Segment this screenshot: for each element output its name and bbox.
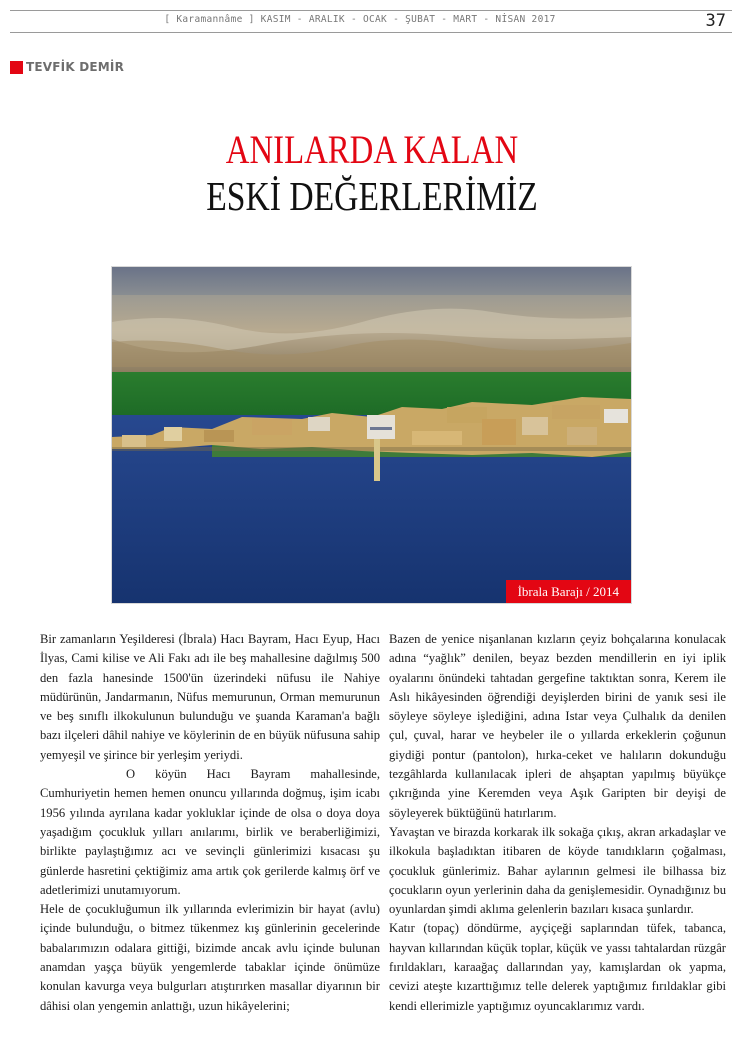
header-rule-top bbox=[10, 10, 732, 11]
body-paragraph: Katır (topaç) döndürme, ayçiçeği saplarından tüfek, tabanca, hayvan kıllarından küçük toplar, küçük ve yassı tahtalardan rüzgâr fırıldakları, karaağaç dallarından yay, kamışlardan ok yapma, cevizi ateşte kızarttığımız telle delerek yaptığımız fırıldaklar gibi kendi ellerimizle yaptığımız oyuncaklarımız vardı. bbox=[389, 921, 726, 1013]
body-column-right bbox=[389, 630, 726, 1016]
photo-minaret bbox=[374, 439, 380, 481]
running-head: [ Karamannâme ] KASIM - ARALIK - OCAK - ŞUBAT - MART - NİSAN 2017 bbox=[164, 14, 556, 25]
photo-sky bbox=[112, 267, 631, 297]
body-paragraph: Hele de çocukluğumun ilk yıllarında evlerimizin bir hayat (avlu) içinde bulunduğu, o bitmez tükenmez kış günlerinin gecelerinde babalarımızın odalara gittiği, bizimde ancak avlu içinde bulunan anamdan yaşça büyük yengemlerde tabaklar içinde önümüze konulan kavurga veya bulgurları atıştırırken masallar diyarının bir dâhisi olan yengemin anlattığı, uzun hikâyelerini; bbox=[40, 902, 380, 1013]
author-marker-square bbox=[10, 61, 23, 74]
author-name: TEVFİK DEMİR bbox=[26, 60, 125, 74]
body-paragraph: Bir zamanların Yeşilderesi (İbrala) Hacı Bayram, Hacı Eyup, Hacı İlyas, Cami kilise ve Ali Fakı adı ile beş mahallesine dağılmış 500 den fazla hanesinde 1500'ün üzerindeki nüfusu ile Nahiye müdürünün, Jandarmanın, Nüfus memurunun, Orman memurunun ve beş sınıflı ilkokulunun bulunduğu ve şuanda Karaman'a bağlı bazı ilçeleri dâhil nahiye ve köylerinin de en büyük nüfusuna sahip yemyeşil ve şirince bir yerleşim yeriydi. bbox=[40, 632, 380, 762]
body-paragraph: Yavaştan ve birazda korkarak ilk sokağa çıkış, akran arkadaşlar ve ilkokula başladıktan itibaren de köyde tanıdıkların çoğalması, çocukluk günlerimiz. Bahar aylarının gelmesi ile bilhassa biz çocukların oyun yerlerinin daha da genişlemesidir. Oynadığınız bu oyunlardan şimdi aklıma gelenlerin bazıları kısaca şunlardır. bbox=[389, 824, 726, 917]
article-photo bbox=[112, 267, 631, 603]
body-column-left bbox=[40, 630, 380, 1016]
article-title-line1: ANILARDA KALAN bbox=[225, 127, 519, 172]
article-title-line2: ESKİ DEĞERLERİMİZ bbox=[206, 173, 538, 219]
header-rule-bottom bbox=[10, 32, 732, 33]
photo-landscape-illustration bbox=[112, 267, 631, 603]
author-byline bbox=[10, 60, 124, 74]
body-paragraph: Bazen de yenice nişanlanan kızların çeyiz bohçalarına konulacak adına “yağlık” denilen, beyaz bezden mendillerin en iyi iplik oyalarını önündeki tahtadan gergefine taktıktan sonra, Kerem ile Aslı hikâyesinden öğrendiği deyişlerden birini de yanık sesi ile söyleye söyleye işlediğini, adına Istar veya Çulhalık da denilen çul, çuval, harar ve heybeler ile o yıllarda erkeklerin çoğunun giydiği pontur (pantolon), hırka-ceket ve halıların dokunduğu tezgâhlarda kullanılacak ipleri de ahşaptan yapılmış büyükçe çıkrığında yine Keremden veya Aşık Garipten bir deyişi de söyleyerek büktüğünü hatırlarım. bbox=[389, 632, 726, 820]
page-number: 37 bbox=[705, 11, 726, 31]
photo-caption: İbrala Barajı / 2014 bbox=[506, 580, 631, 603]
body-paragraph: O köyün Hacı Bayram mahallesinde, Cumhuriyetin hemen hemen onuncu yıllarında doğmuş, işim icabı 1956 yılında ayrılana kadar yokluklar içinde de olsa o doya doya yaşadığım çocukluk yılları anılarımı, birlik ve beraberliğimizi, birlikte paylaştığımız acı ve sevinçli günlerimizi kısacası şu günlerde hasretini çektiğimiz ama artık çok gerilerde kalmış örf ve adetlerimizi unutamıyorum. bbox=[40, 767, 380, 897]
